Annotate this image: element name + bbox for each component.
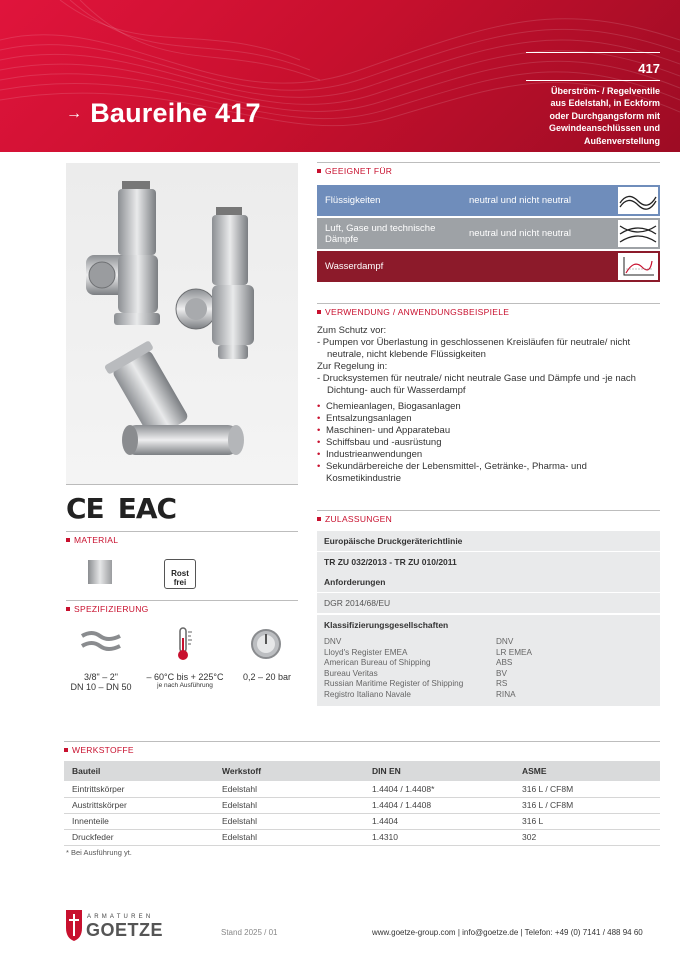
liquid-flow-icon <box>618 187 658 214</box>
directive-box <box>317 531 660 572</box>
requirements-heading: Anforderungen <box>324 577 386 587</box>
specification-label: SPEZIFIZIERUNG <box>66 604 149 614</box>
list-item: • Industrieanwendungen <box>317 449 660 461</box>
pressure-gauge-icon <box>250 628 282 660</box>
gas-flow-icon <box>618 220 658 247</box>
arrow-right-icon: → <box>66 105 83 122</box>
suitable-row-gases: Luft, Gase und technische Dämpfe neutral und nicht neutral <box>317 218 660 249</box>
usage-label: VERWENDUNG / ANWENDUNGSBEISPIELE <box>317 307 509 317</box>
list-item: • Maschinen- und Apparatebau <box>317 425 660 437</box>
rostfrei-badge: Rost frei <box>164 559 196 589</box>
divider <box>66 600 298 601</box>
suitable-row-steam: Wasserdampf <box>317 251 660 282</box>
materials-table <box>64 761 660 846</box>
protection-heading: Zum Schutz vor: <box>317 325 387 336</box>
divider <box>317 510 660 511</box>
steam-chart-icon <box>618 253 658 280</box>
usage-text <box>317 325 660 485</box>
pressure-range: 0,2 – 20 bar <box>242 672 292 682</box>
stainless-swatch <box>88 560 112 584</box>
series-description: Überström- / Regelventile aus Edelstahl, in Eckform oder Durchgangsform mit Gewindeanschlüssen und Außenverstellung <box>548 86 660 146</box>
certification-marks <box>66 493 176 523</box>
contact-line: www.goetze-group.com | info@goetze.de | Telefon: +49 (0) 7141 / 488 94 60 <box>372 928 643 937</box>
approvals-label: ZULASSUNGEN <box>317 514 392 524</box>
classification-list: DNV DNV Lloyd's Register EMEA LR EMEA American Bureau of Shipping ABS Bureau Veritas BV Russian Maritime Register of Shipping RS Registro Italiano Navale RINA <box>324 637 532 699</box>
list-item: • Sekundärbereiche der Lebensmittel-, Getränke-, Pharma- und Kosmetikindustrie <box>317 461 660 485</box>
size-range: 3/8" – 2" DN 10 – DN 50 <box>70 672 132 692</box>
directive-value: TR ZU 032/2013 - TR ZU 010/2011 <box>317 551 660 572</box>
page-title: → Baureihe 417 <box>66 98 261 128</box>
header-banner <box>0 0 680 152</box>
series-summary <box>526 52 660 147</box>
table-row: Eintrittskörper Edelstahl 1.4404 / 1.4408* 316 L / CF8M <box>64 781 660 797</box>
divider <box>317 162 660 163</box>
valve-illustration <box>66 163 298 485</box>
temperature-range: – 60°C bis + 225°C je nach Ausführung <box>146 672 224 689</box>
thermometer-icon <box>172 626 194 662</box>
werkstoffe-label: WERKSTOFFE <box>64 745 134 755</box>
eac-mark-icon: EAC <box>117 491 177 525</box>
company-logo: ARMATUREN GOETZE <box>64 906 160 944</box>
divider <box>317 303 660 304</box>
series-code: 417 <box>638 61 660 76</box>
list-item: • Entsalzungsanlagen <box>317 413 660 425</box>
suitable-label: GEEIGNET FÜR <box>317 166 392 176</box>
requirements-value: DGR 2014/68/EU <box>317 592 660 613</box>
product-photo <box>66 163 298 485</box>
table-row: Druckfeder Edelstahl 1.4310 302 <box>64 829 660 845</box>
material-label: MATERIAL <box>66 535 118 545</box>
pipe-connection-icon <box>80 628 122 654</box>
revision-stamp: Stand 2025 / 01 <box>221 928 278 937</box>
directive-heading: Europäische Druckgeräterichtlinie <box>324 536 463 546</box>
requirements-box <box>317 572 660 613</box>
list-item: • Chemieanlagen, Biogasanlagen <box>317 401 660 413</box>
table-header-row: Bauteil Werkstoff DIN EN ASME <box>64 761 660 781</box>
ce-mark-icon: CE <box>66 491 104 525</box>
divider <box>66 531 298 532</box>
suitable-row-liquids: Flüssigkeiten neutral und nicht neutral <box>317 185 660 216</box>
classification-heading: Klassifizierungsgesellschaften <box>324 620 449 630</box>
regulation-item: - Drucksystemen für neutrale/ nicht neutrale Gase und Dämpfe und -je nach Dichtung- auch für Wasserdampf <box>317 373 636 396</box>
table-row: Austrittskörper Edelstahl 1.4404 / 1.4408 316 L / CF8M <box>64 797 660 813</box>
classification-box <box>317 615 660 706</box>
divider <box>64 741 660 742</box>
footnote: * Bei Ausführung yt. <box>66 848 132 857</box>
table-row: Innenteile Edelstahl 1.4404 316 L <box>64 813 660 829</box>
application-list <box>317 401 660 485</box>
regulation-heading: Zur Regelung in: <box>317 361 388 372</box>
protection-item: - Pumpen vor Überlastung in geschlossenen Kreisläufen für neutrale/ nicht neutrale, nicht klebende Flüssigkeiten <box>317 337 631 360</box>
list-item: • Schiffsbau und -ausrüstung <box>317 437 660 449</box>
goetze-shield-icon <box>64 908 84 942</box>
